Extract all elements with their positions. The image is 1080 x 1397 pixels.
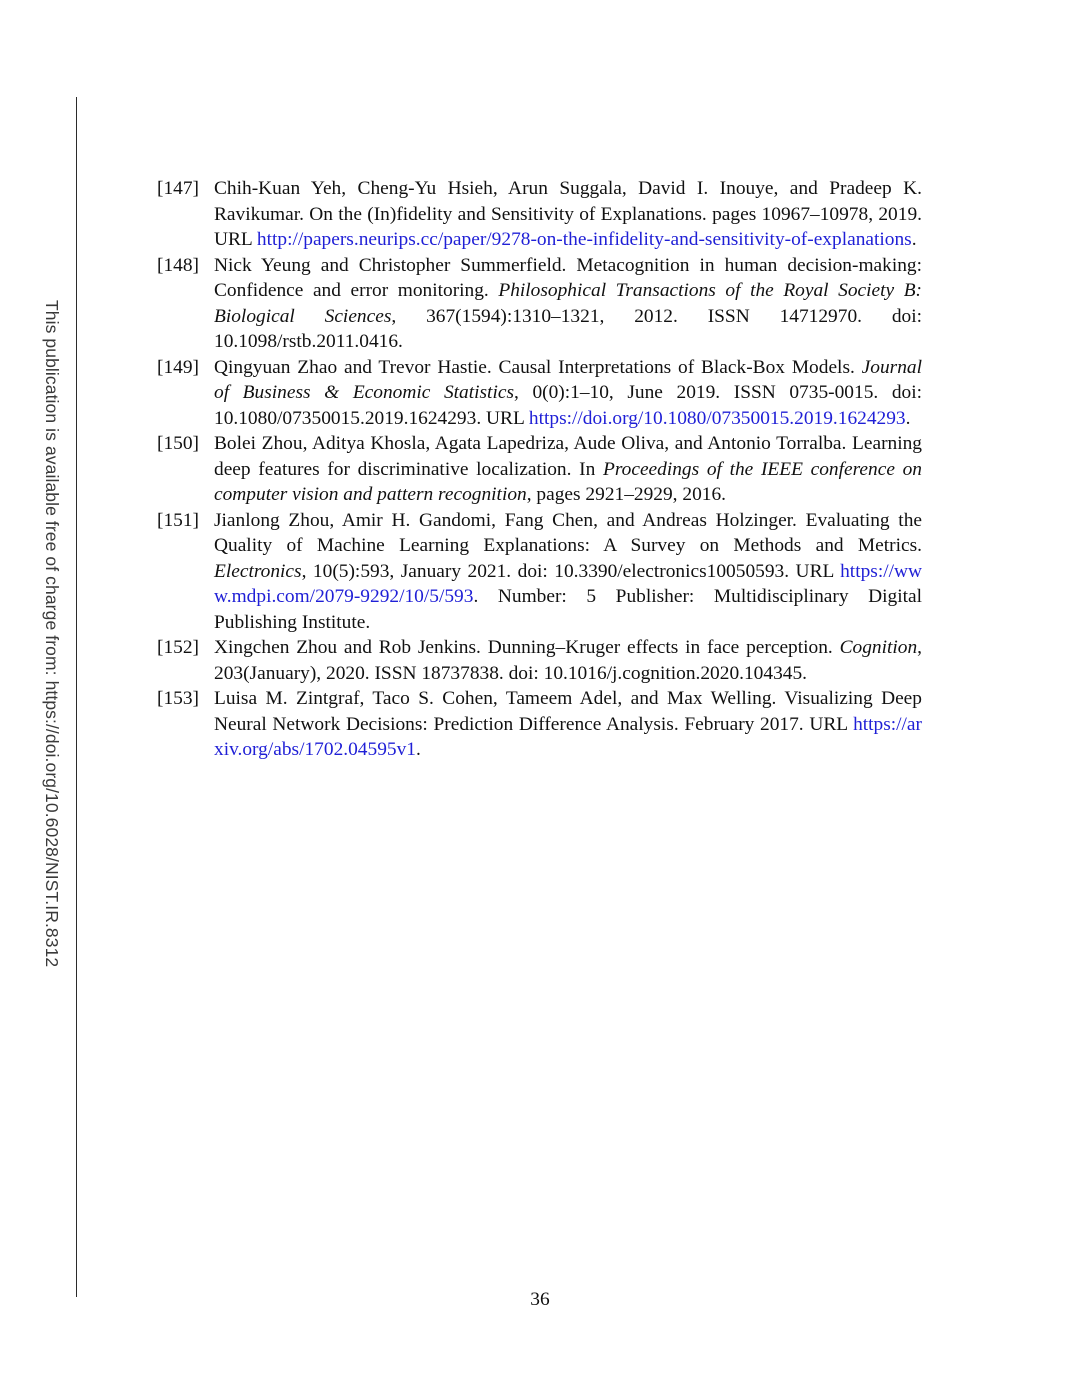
- reference-text: Jianlong Zhou, Amir H. Gandomi, Fang Chen, and Andreas Holzinger. Evaluating the Quality of Machine Learning Explanations: A Survey on Methods and Metrics.: [214, 509, 922, 556]
- reference-text: Qingyuan Zhao and Trevor Hastie. Causal Interpretations of Black-Box Models.: [214, 356, 862, 378]
- reference-150: [157, 431, 922, 508]
- page-number: 36: [530, 1289, 550, 1310]
- availability-notice: This publication is available free of charge from: https://doi.org/10.6028/NIST.IR.8312: [42, 300, 62, 968]
- reference-text: Chih-Kuan Yeh, Cheng-Yu Hsieh, Arun Suggala, David I. Inouye, and Pradeep K. Ravikumar. On the (In)fidelity and Sensitivity of Explanations. pages 10967–10978, 2019. URL: [214, 178, 922, 250]
- reference-text: , 203(January), 2020. ISSN 18737838. doi: 10.1016/j.cognition.2020.104345.: [214, 637, 922, 684]
- reference-text: .: [905, 407, 911, 429]
- reference-number: [147]: [157, 178, 200, 199]
- reference-number: [153]: [157, 688, 200, 709]
- reference-number: [149]: [157, 356, 200, 378]
- reference-text: Xingchen Zhou and Rob Jenkins. Dunning–Kruger effects in face perception.: [214, 637, 840, 658]
- reference-body: [214, 355, 922, 432]
- reference-venue: Journal of Business & Economic Statistics: [214, 356, 922, 403]
- reference-149: [157, 355, 922, 432]
- reference-body: [214, 635, 922, 686]
- reference-list: [157, 176, 922, 763]
- reference-number: [150]: [157, 433, 200, 454]
- reference-text: , 367(1594):1310–1321, 2012. ISSN 14712970. doi: 10.1098/rstb.2011.0416.: [214, 305, 922, 352]
- reference-153: [157, 686, 922, 763]
- reference-text: .: [911, 229, 917, 250]
- reference-body: [214, 431, 922, 508]
- reference-body: [214, 176, 922, 253]
- reference-body: [214, 686, 922, 763]
- reference-152: [157, 635, 922, 686]
- reference-body: [214, 508, 922, 636]
- reference-url-link[interactable]: http://papers.neurips.cc/paper/9278-on-the-infidelity-and-sensitivity-of-explanations: [256, 229, 912, 250]
- reference-148: [157, 253, 922, 355]
- reference-text: . Number: 5 Publisher: Multidisciplinary Digital Publishing Institute.: [214, 586, 922, 633]
- reference-number: [148]: [157, 254, 200, 276]
- reference-text: Bolei Zhou, Aditya Khosla, Agata Lapedriza, Aude Oliva, and Antonio Torralba. Learning deep features for discriminative localization. In: [214, 433, 922, 480]
- reference-text: Luisa M. Zintgraf, Taco S. Cohen, Tameem Adel, and Max Welling. Visualizing Deep Neural Network Decisions: Prediction Difference Analysis. February 2017. URL: [214, 688, 922, 735]
- reference-venue: Proceedings of the IEEE conference on computer vision and pattern recognition: [214, 458, 922, 505]
- reference-151: [157, 508, 922, 636]
- reference-url-link[interactable]: https://arxiv.org/abs/1702.04595v1: [214, 713, 922, 760]
- reference-text: , pages 2921–2929, 2016.: [526, 484, 727, 505]
- reference-url-link[interactable]: https://doi.org/10.1080/07350015.2019.1624293: [528, 407, 906, 429]
- reference-url-link[interactable]: https://www.mdpi.com/2079-9292/10/5/593: [214, 560, 922, 607]
- reference-number: [152]: [157, 637, 200, 658]
- reference-text: Nick Yeung and Christopher Summerfield. Metacognition in human decision-making: Confidence and error monitoring.: [214, 254, 922, 301]
- reference-text: , 0(0):1–10, June 2019. ISSN 0735-0015. doi: 10.1080/07350015.2019.1624293. URL: [214, 382, 922, 429]
- reference-venue: Cognition: [839, 637, 918, 658]
- reference-venue: Electronics: [214, 560, 302, 582]
- reference-147: [157, 176, 922, 253]
- reference-body: [214, 253, 922, 355]
- margin-rule: [76, 97, 77, 1297]
- reference-number: [151]: [157, 509, 200, 531]
- reference-text: , 10(5):593, January 2021. doi: 10.3390/electronics10050593. URL: [301, 560, 841, 582]
- reference-text: .: [415, 739, 421, 760]
- reference-venue: Philosophical Transactions of the Royal Society B: Biological Sciences: [214, 280, 922, 327]
